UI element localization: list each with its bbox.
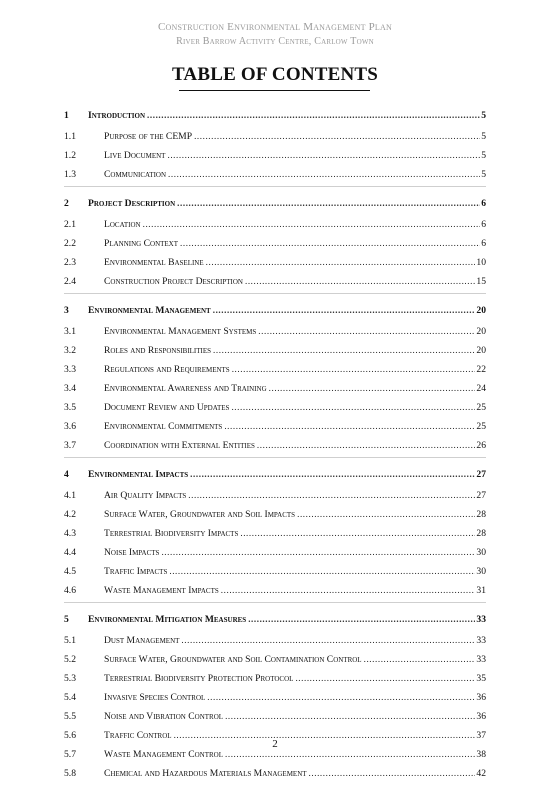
toc-subsection-entry-page: 5 xyxy=(481,131,486,142)
toc-subsection-entry-page: 6 xyxy=(481,238,486,249)
toc-subsection-entry-title: Coordination with External Entities xyxy=(104,440,255,451)
toc-section-entry-title: Introduction xyxy=(88,110,146,121)
toc-section-entry-title: Environmental Impacts xyxy=(88,469,189,480)
toc-subsection-entry-title: Chemical and Hazardous Materials Management xyxy=(104,768,307,779)
toc-subsection-entry-page: 26 xyxy=(476,440,486,451)
dot-leader xyxy=(177,196,480,206)
toc-subsection-entry-number: 3.5 xyxy=(64,402,76,413)
toc-subsection-entry-title: Live Document xyxy=(104,150,166,161)
toc-subsection-entry-page: 5 xyxy=(481,169,486,180)
toc-subsection-entry-title: Purpose of the CEMP xyxy=(104,131,193,142)
toc-subsection-entry-title: Waste Management Impacts xyxy=(104,585,219,596)
dot-leader xyxy=(194,129,480,139)
toc-subsection-entry[interactable] xyxy=(64,217,486,236)
toc-section-entry[interactable] xyxy=(64,108,486,129)
toc-subsection-entry-page: 20 xyxy=(476,345,486,356)
toc-subsection-entry-number: 3.2 xyxy=(64,345,76,356)
toc-subsection-entry-title: Environmental Management Systems xyxy=(104,326,257,337)
toc-subsection-entry[interactable] xyxy=(64,507,486,526)
toc-section-entry-page: 6 xyxy=(481,198,486,209)
toc-subsection-entry-number: 3.7 xyxy=(64,440,76,451)
toc-section-entry-number: 4 xyxy=(64,469,69,480)
dot-leader xyxy=(225,709,475,719)
toc-subsection-entry[interactable] xyxy=(64,488,486,507)
toc-subsection-entry-page: 38 xyxy=(476,749,486,760)
toc-subsection-entry-number: 2.3 xyxy=(64,257,76,268)
toc-subsection-entry-number: 4.5 xyxy=(64,566,76,577)
toc-subsection-entry-number: 5.1 xyxy=(64,635,76,646)
table-of-contents xyxy=(64,108,486,785)
toc-subsection-entry-page: 31 xyxy=(476,585,486,596)
toc-subsection-entry-title: Surface Water, Groundwater and Soil Contamination Control xyxy=(104,654,362,665)
toc-section-entry-number: 2 xyxy=(64,198,69,209)
toc-subsection-entry-title: Invasive Species Control xyxy=(104,692,206,703)
dot-leader xyxy=(248,612,475,622)
toc-subsection-entry-number: 4.6 xyxy=(64,585,76,596)
toc-subsection-entry[interactable] xyxy=(64,381,486,400)
section-divider xyxy=(64,186,486,187)
toc-section-entry-page: 27 xyxy=(476,469,486,480)
toc-subsection-entry-page: 36 xyxy=(476,692,486,703)
toc-subsection-entry-title: Environmental Baseline xyxy=(104,257,204,268)
toc-subsection-entry[interactable] xyxy=(64,690,486,709)
toc-subsection-entry-page: 42 xyxy=(476,768,486,779)
toc-subsection-entry-title: Noise Impacts xyxy=(104,547,160,558)
dot-leader xyxy=(258,324,475,334)
toc-subsection-entry-page: 28 xyxy=(476,528,486,539)
toc-section-entry-page: 33 xyxy=(476,614,486,625)
toc-subsection-entry-page: 37 xyxy=(476,730,486,741)
toc-subsection-entry-number: 5.4 xyxy=(64,692,76,703)
dot-leader xyxy=(143,217,481,227)
dot-leader xyxy=(206,255,476,265)
toc-subsection-entry-number: 4.2 xyxy=(64,509,76,520)
toc-subsection-entry-title: Dust Management xyxy=(104,635,180,646)
toc-subsection-entry-number: 4.3 xyxy=(64,528,76,539)
toc-subsection-entry[interactable] xyxy=(64,343,486,362)
toc-subsection-entry-title: Terrestrial Biodiversity Impacts xyxy=(104,528,239,539)
toc-subsection-entry-number: 1.1 xyxy=(64,131,76,142)
toc-section-entry[interactable] xyxy=(64,612,486,633)
toc-subsection-entry-page: 35 xyxy=(476,673,486,684)
dot-leader xyxy=(297,507,475,517)
toc-subsection-entry-page: 6 xyxy=(481,219,486,230)
dot-leader xyxy=(174,728,476,738)
toc-section-entry-number: 5 xyxy=(64,614,69,625)
toc-subsection-entry-page: 27 xyxy=(476,490,486,501)
toc-subsection-entry[interactable] xyxy=(64,274,486,293)
dot-leader xyxy=(180,236,480,246)
toc-subsection-entry-page: 30 xyxy=(476,547,486,558)
toc-subsection-entry-number: 2.2 xyxy=(64,238,76,249)
toc-section-entry-title: Environmental Mitigation Measures xyxy=(88,614,247,625)
toc-subsection-entry-number: 3.3 xyxy=(64,364,76,375)
toc-subsection-entry-title: Communication xyxy=(104,169,167,180)
toc-subsection-entry-page: 15 xyxy=(476,276,486,287)
toc-subsection-entry[interactable] xyxy=(64,148,486,167)
toc-subsection-entry-title: Roles and Responsibilities xyxy=(104,345,212,356)
toc-subsection-entry[interactable] xyxy=(64,129,486,148)
toc-subsection-entry-title: Construction Project Description xyxy=(104,276,243,287)
toc-subsection-entry-number: 5.2 xyxy=(64,654,76,665)
toc-subsection-entry[interactable] xyxy=(64,255,486,274)
toc-section-entry[interactable] xyxy=(64,303,486,324)
toc-subsection-entry[interactable] xyxy=(64,583,486,602)
toc-subsection-entry-title: Environmental Commitments xyxy=(104,421,223,432)
toc-subsection-entry[interactable] xyxy=(64,236,486,255)
toc-subsection-entry[interactable] xyxy=(64,671,486,690)
toc-subsection-entry-number: 4.1 xyxy=(64,490,76,501)
toc-subsection-entry-page: 22 xyxy=(476,364,486,375)
toc-subsection-entry[interactable] xyxy=(64,709,486,728)
toc-subsection-entry-page: 24 xyxy=(476,383,486,394)
dot-leader xyxy=(207,690,475,700)
toc-subsection-entry-number: 4.4 xyxy=(64,547,76,558)
toc-subsection-entry[interactable] xyxy=(64,400,486,419)
toc-subsection-entry-page: 30 xyxy=(476,566,486,577)
toc-section-entry-number: 1 xyxy=(64,110,69,121)
toc-subsection-entry-number: 5.6 xyxy=(64,730,76,741)
toc-subsection-entry[interactable] xyxy=(64,167,486,186)
dot-leader xyxy=(161,545,475,555)
toc-subsection-entry-number: 5.3 xyxy=(64,673,76,684)
toc-subsection-entry[interactable] xyxy=(64,766,486,785)
toc-subsection-entry-title: Surface Water, Groundwater and Soil Impacts xyxy=(104,509,296,520)
toc-subsection-entry-title: Noise and Vibration Control xyxy=(104,711,224,722)
dot-leader xyxy=(224,419,475,429)
toc-subsection-entry[interactable] xyxy=(64,652,486,671)
toc-subsection-entry-page: 28 xyxy=(476,509,486,520)
toc-subsection-entry-page: 20 xyxy=(476,326,486,337)
toc-subsection-entry-title: Planning Context xyxy=(104,238,179,249)
dot-leader xyxy=(167,148,480,158)
dot-leader xyxy=(232,362,476,372)
dot-leader xyxy=(147,108,480,118)
toc-subsection-entry-number: 2.1 xyxy=(64,219,76,230)
toc-subsection-entry-title: Environmental Awareness and Training xyxy=(104,383,267,394)
toc-subsection-entry-number: 3.6 xyxy=(64,421,76,432)
toc-subsection-entry-title: Traffic Impacts xyxy=(104,566,168,577)
toc-subsection-entry-title: Document Review and Updates xyxy=(104,402,230,413)
section-divider xyxy=(64,293,486,294)
dot-leader xyxy=(295,671,475,681)
dot-leader xyxy=(231,400,475,410)
header-line-1: Construction Environmental Management Plan xyxy=(158,21,392,33)
dot-leader xyxy=(364,652,476,662)
toc-subsection-entry-title: Location xyxy=(104,219,141,230)
toc-subsection-entry[interactable] xyxy=(64,526,486,545)
toc-subsection-entry[interactable] xyxy=(64,545,486,564)
dot-leader xyxy=(169,564,475,574)
toc-subsection-entry-page: 33 xyxy=(476,654,486,665)
dot-leader xyxy=(213,303,476,313)
dot-leader xyxy=(309,766,476,776)
title-underline xyxy=(179,90,370,91)
toc-subsection-entry[interactable] xyxy=(64,324,486,343)
toc-subsection-entry-number: 1.2 xyxy=(64,150,76,161)
toc-subsection-entry-page: 10 xyxy=(476,257,486,268)
toc-subsection-entry-page: 25 xyxy=(476,402,486,413)
dot-leader xyxy=(213,343,475,353)
toc-subsection-entry[interactable] xyxy=(64,362,486,381)
header-line-2: River Barrow Activity Centre, Carlow Town xyxy=(176,36,374,47)
dot-leader xyxy=(245,274,475,284)
toc-section-entry[interactable] xyxy=(64,467,486,488)
toc-subsection-entry-number: 3.4 xyxy=(64,383,76,394)
dot-leader xyxy=(188,488,475,498)
toc-subsection-entry-page: 33 xyxy=(476,635,486,646)
running-header xyxy=(0,20,550,48)
toc-subsection-entry[interactable] xyxy=(64,419,486,438)
dot-leader xyxy=(269,381,476,391)
toc-subsection-entry-number: 5.7 xyxy=(64,749,76,760)
toc-section-entry-page: 5 xyxy=(481,110,486,121)
toc-subsection-entry-page: 5 xyxy=(481,150,486,161)
toc-subsection-entry-title: Traffic Control xyxy=(104,730,172,741)
toc-subsection-entry-number: 5.5 xyxy=(64,711,76,722)
toc-subsection-entry-number: 2.4 xyxy=(64,276,76,287)
toc-subsection-entry-title: Air Quality Impacts xyxy=(104,490,187,501)
dot-leader xyxy=(221,583,476,593)
toc-subsection-entry-number: 5.8 xyxy=(64,768,76,779)
toc-section-entry-title: Environmental Management xyxy=(88,305,211,316)
toc-subsection-entry-page: 36 xyxy=(476,711,486,722)
page-number: 2 xyxy=(272,738,278,750)
toc-subsection-entry[interactable] xyxy=(64,633,486,652)
toc-subsection-entry-title: Regulations and Requirements xyxy=(104,364,230,375)
section-divider xyxy=(64,457,486,458)
toc-subsection-entry[interactable] xyxy=(64,564,486,583)
section-divider xyxy=(64,602,486,603)
toc-subsection-entry[interactable] xyxy=(64,438,486,457)
toc-subsection-entry-title: Waste Management Control xyxy=(104,749,223,760)
dot-leader xyxy=(257,438,476,448)
dot-leader xyxy=(190,467,475,477)
toc-subsection-entry-number: 1.3 xyxy=(64,169,76,180)
dot-leader xyxy=(181,633,475,643)
page-title: TABLE OF CONTENTS xyxy=(171,64,379,85)
toc-section-entry-page: 20 xyxy=(476,305,486,316)
toc-section-entry-number: 3 xyxy=(64,305,69,316)
dot-leader xyxy=(240,526,475,536)
toc-subsection-entry-page: 25 xyxy=(476,421,486,432)
toc-subsection-entry-title: Terrestrial Biodiversity Protection Protocol xyxy=(104,673,294,684)
toc-section-entry[interactable] xyxy=(64,196,486,217)
dot-leader xyxy=(168,167,480,177)
toc-subsection-entry-number: 3.1 xyxy=(64,326,76,337)
toc-section-entry-title: Project Description xyxy=(88,198,176,209)
